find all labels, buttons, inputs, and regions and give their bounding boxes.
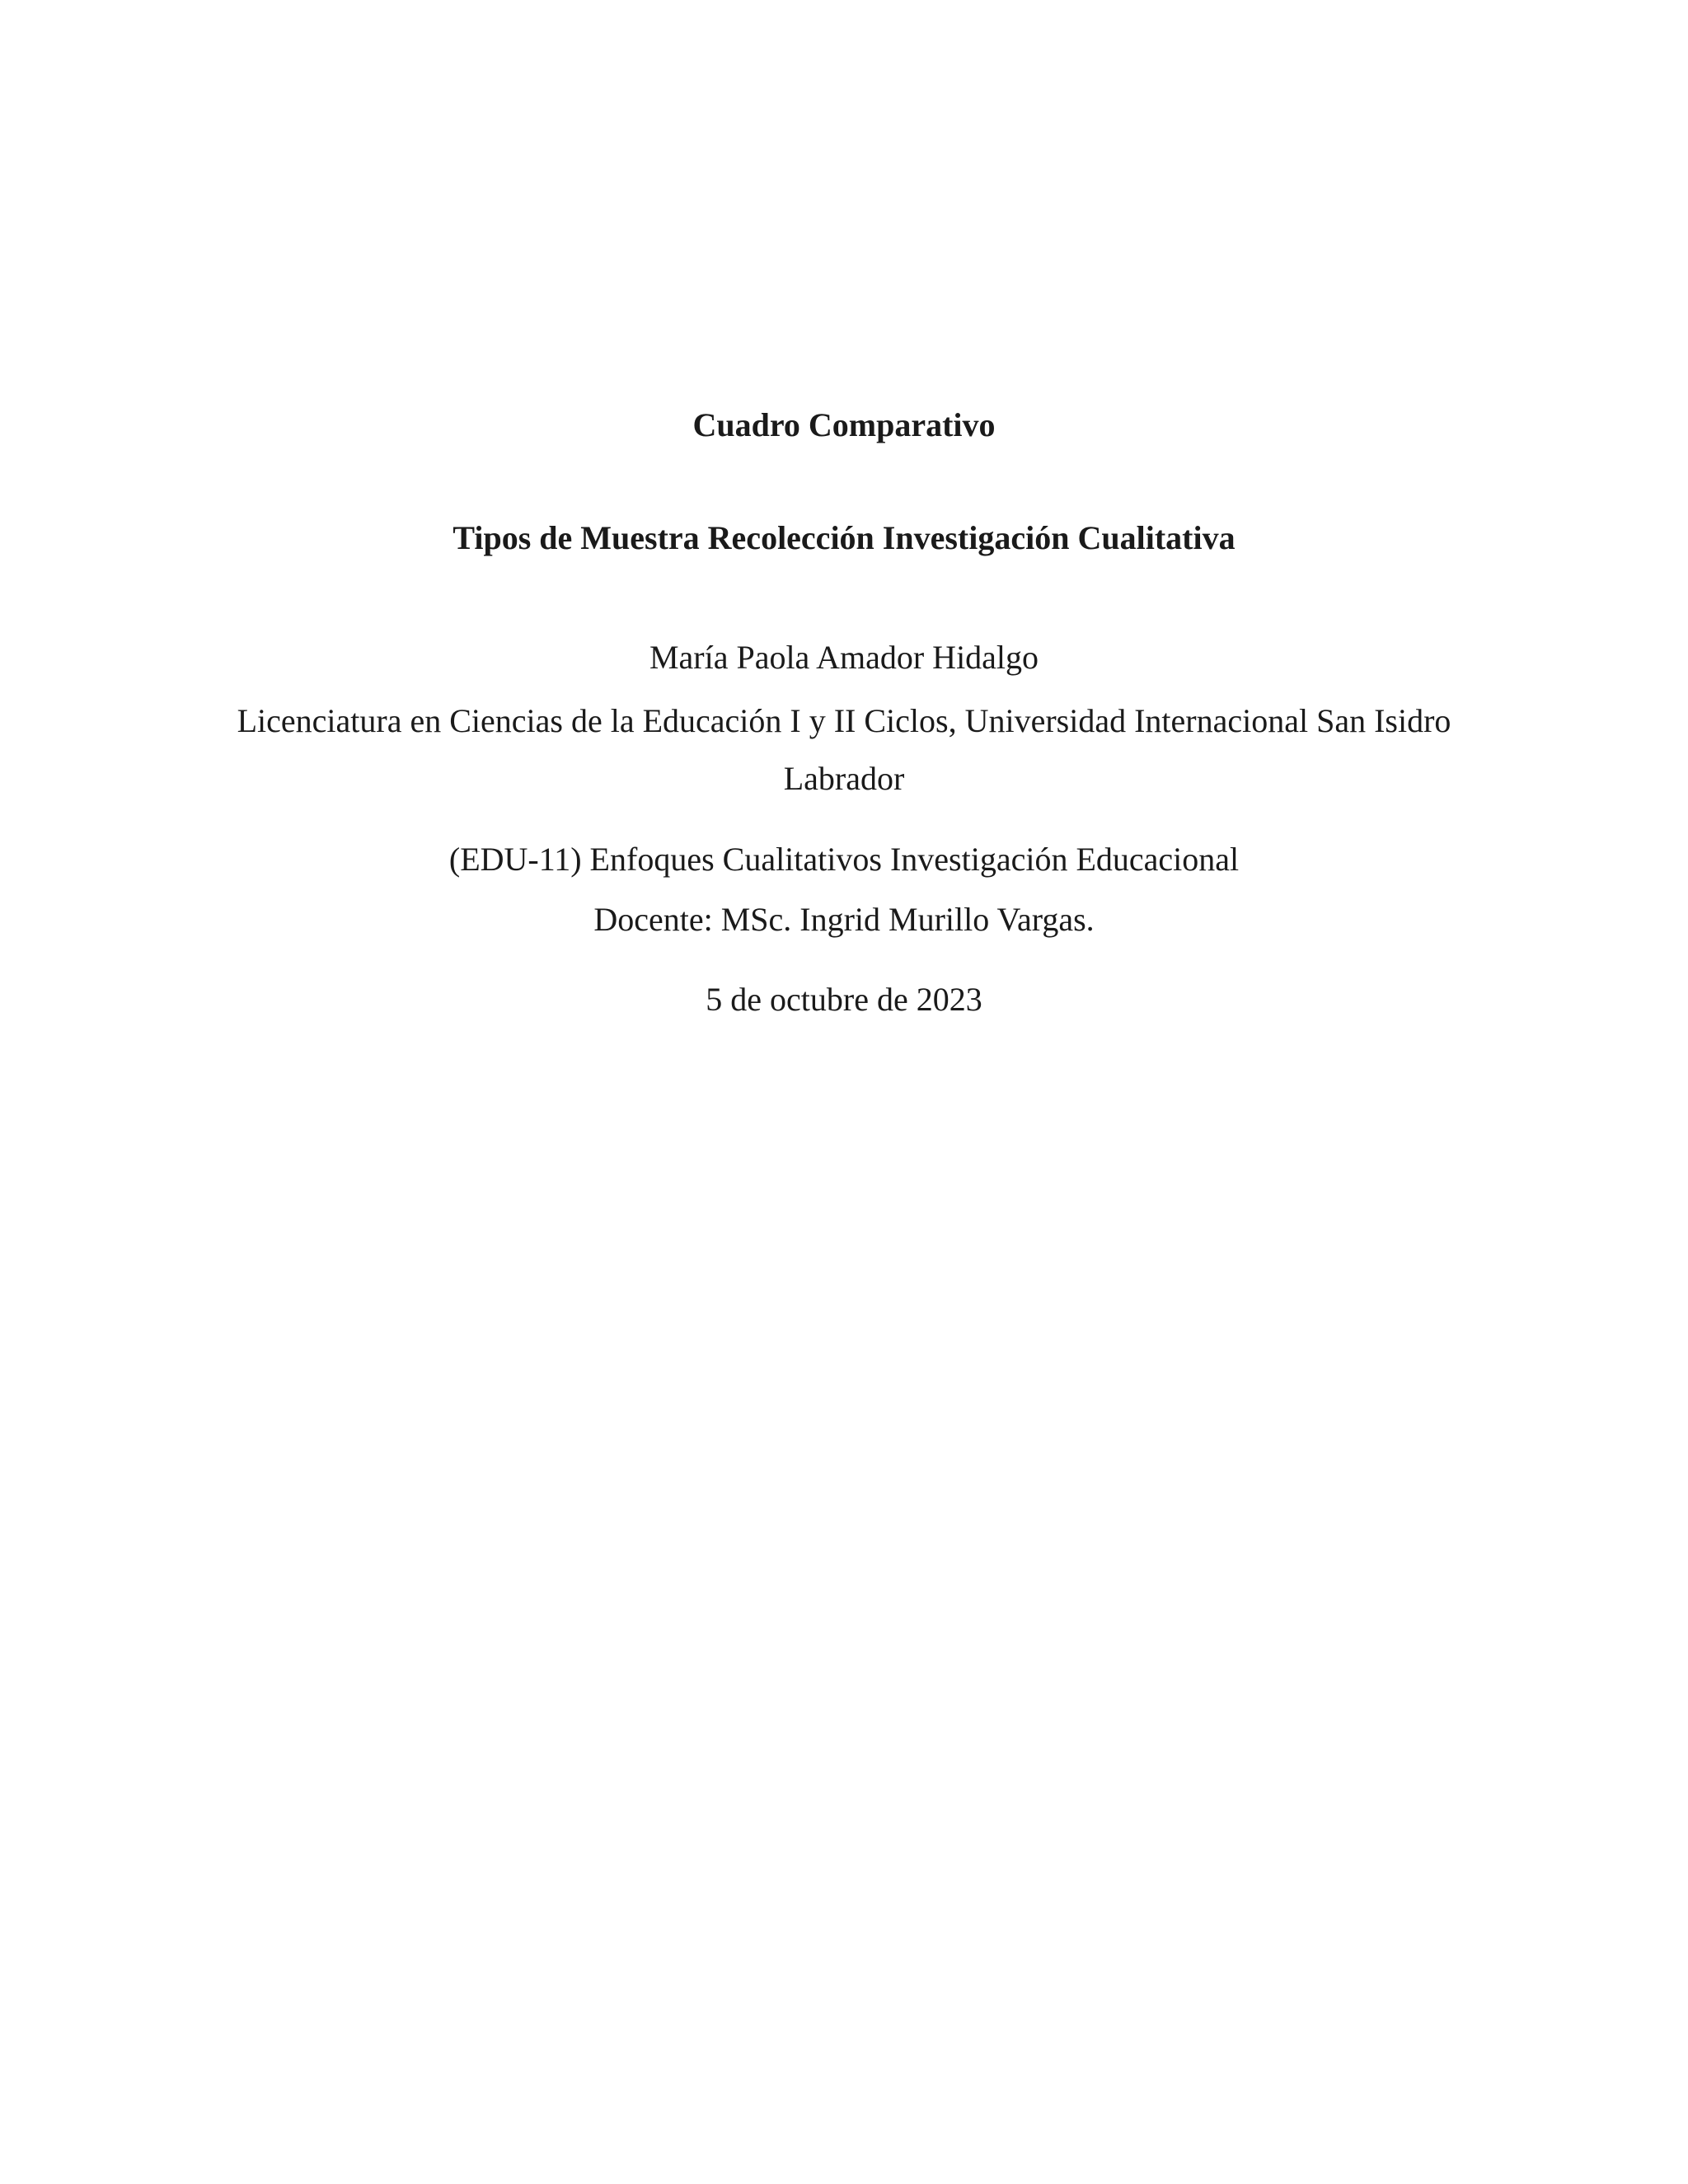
document-title: Cuadro Comparativo: [692, 406, 996, 443]
author-name: María Paola Amador Hidalgo: [649, 639, 1039, 676]
instructor-name: Docente: MSc. Ingrid Murillo Vargas.: [593, 901, 1095, 938]
document-subtitle: Tipos de Muestra Recolección Investigación Cualitativa: [452, 519, 1236, 556]
author-affiliation: Licenciatura en Ciencias de la Educación I y II Ciclos, Universidad Internacional San Isidro Labrador: [237, 702, 1451, 797]
document-date: 5 de octubre de 2023: [706, 981, 982, 1018]
course-name: (EDU-11) Enfoques Cualitativos Investigación Educacional: [448, 841, 1240, 878]
